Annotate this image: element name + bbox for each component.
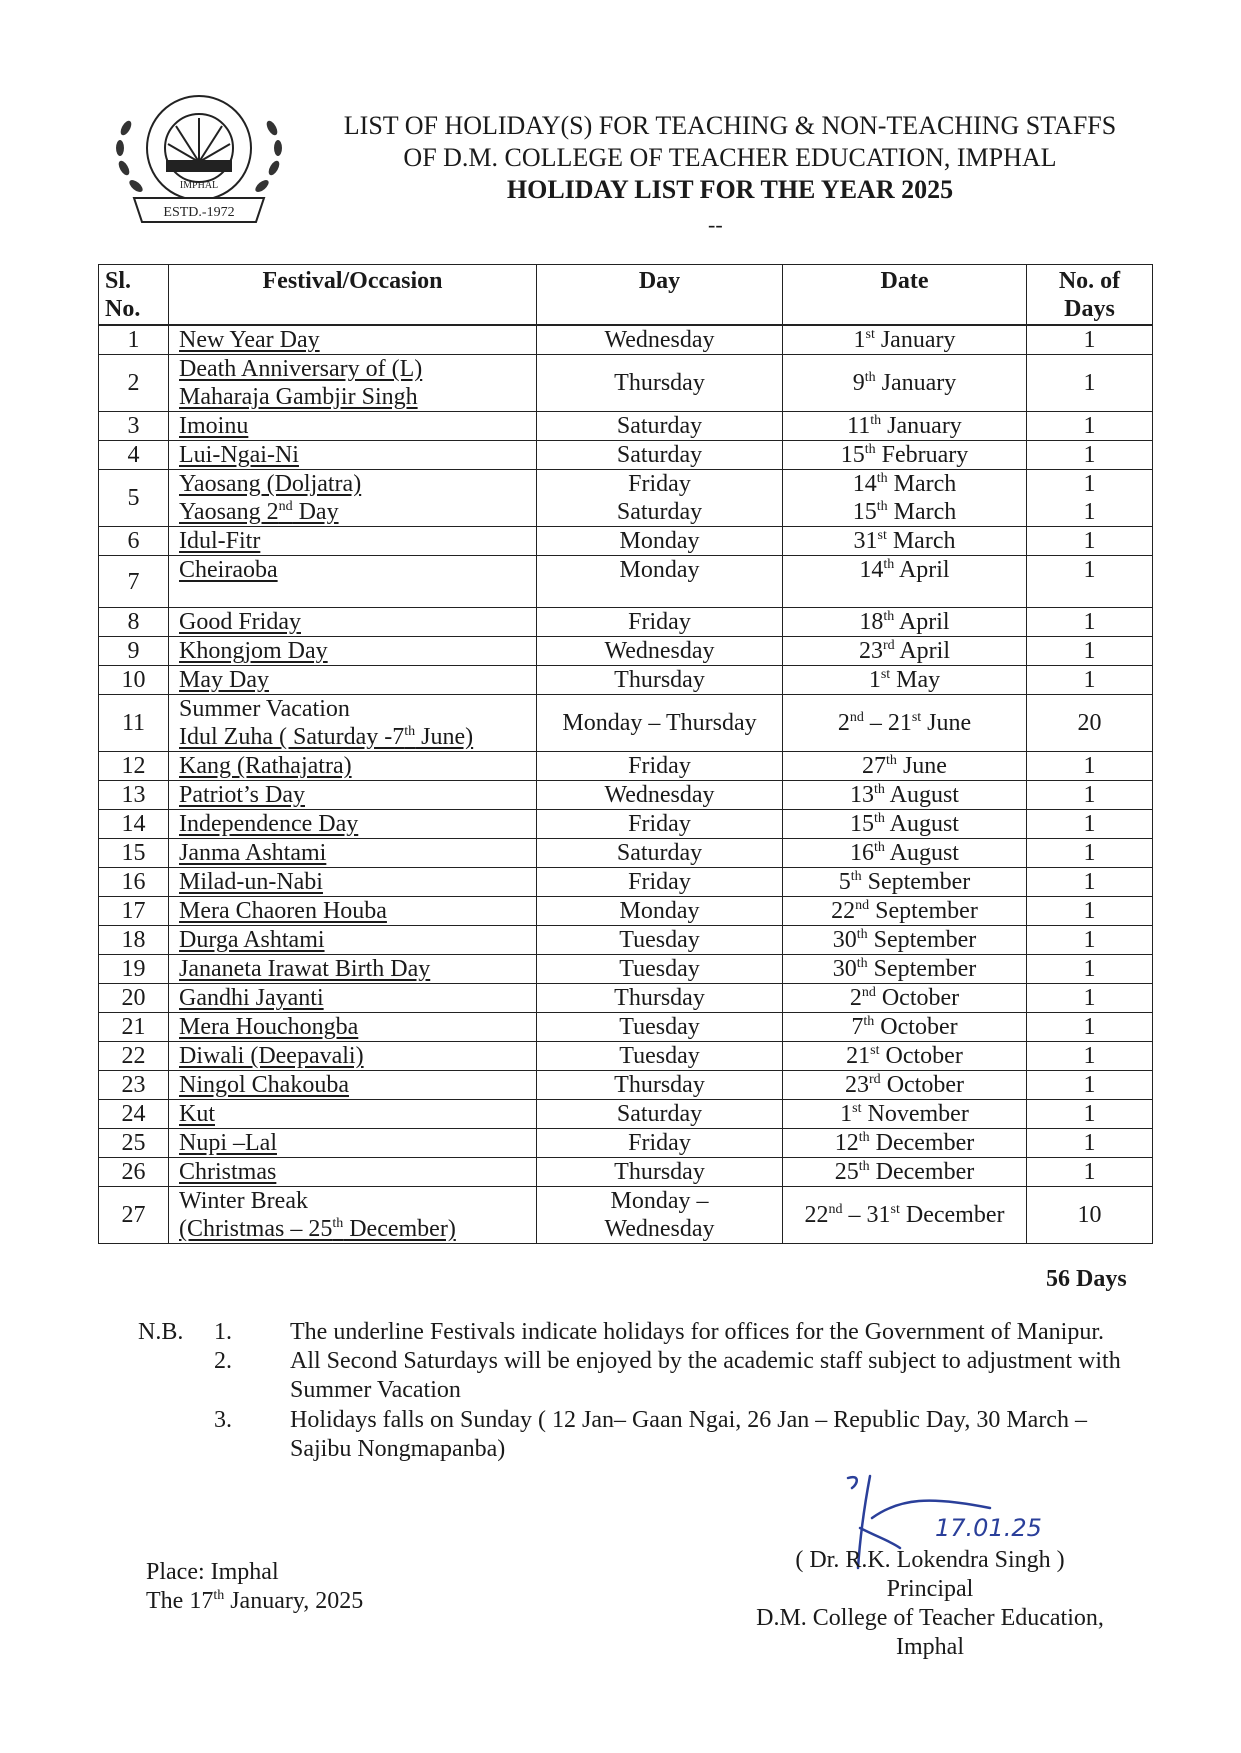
cell-day: Monday	[537, 556, 783, 608]
table-row	[99, 984, 1153, 1013]
cell-days: 1	[1027, 1013, 1153, 1042]
table-row	[99, 868, 1153, 897]
cell-day: Friday Saturday	[537, 470, 783, 527]
cell-days: 1	[1027, 1042, 1153, 1071]
total-days: 56 Days	[1046, 1266, 1127, 1292]
table-row	[99, 752, 1153, 781]
table-row	[99, 926, 1153, 955]
table-row	[99, 326, 1153, 355]
cell-day: Tuesday	[537, 926, 783, 955]
header-days: No. of Days	[1027, 265, 1153, 325]
table-row	[99, 1158, 1153, 1187]
header-sl: Sl. No.	[99, 265, 169, 325]
cell-festival: Summer Vacation Idul Zuha ( Saturday -7th June)	[169, 695, 537, 752]
cell-days: 1	[1027, 781, 1153, 810]
cell-days: 1	[1027, 355, 1153, 412]
note-number: 1.	[214, 1319, 232, 1345]
cell-days: 1	[1027, 984, 1153, 1013]
place-date-block	[146, 1558, 363, 1616]
cell-days: 1	[1027, 752, 1153, 781]
cell-day: Friday	[537, 752, 783, 781]
signatory-city: Imphal	[896, 1634, 964, 1660]
cell-festival: Death Anniversary of (L) Maharaja Gambjir Singh	[169, 355, 537, 412]
cell-date: 18th April	[783, 608, 1027, 637]
cell-date: 22nd – 31st December	[783, 1187, 1027, 1244]
place-text: Place: Imphal	[146, 1559, 279, 1585]
header-dash: --	[708, 212, 723, 237]
cell-sl: 4	[99, 441, 169, 470]
svg-text:17.01.25: 17.01.25	[935, 1514, 1042, 1542]
cell-day: Wednesday	[537, 781, 783, 810]
cell-sl: 12	[99, 752, 169, 781]
cell-day: Tuesday	[537, 1013, 783, 1042]
cell-days: 1	[1027, 666, 1153, 695]
cell-sl: 22	[99, 1042, 169, 1071]
cell-date: 30th September	[783, 955, 1027, 984]
cell-sl: 16	[99, 868, 169, 897]
cell-sl: 1	[99, 326, 169, 355]
note-text: Holidays falls on Sunday ( 12 Jan– Gaan Ngai, 26 Jan – Republic Day, 30 March – Sajibu Nongmapanba)	[290, 1407, 1087, 1462]
cell-day: Thursday	[537, 1071, 783, 1100]
issue-date: The 17th January, 2025	[146, 1588, 364, 1614]
cell-days: 1	[1027, 527, 1153, 556]
cell-sl: 18	[99, 926, 169, 955]
cell-sl: 3	[99, 412, 169, 441]
cell-days: 1	[1027, 441, 1153, 470]
table-row	[99, 470, 1153, 527]
holiday-table	[98, 264, 1153, 325]
cell-date: 1st January	[783, 326, 1027, 355]
cell-sl: 11	[99, 695, 169, 752]
cell-day: Monday	[537, 897, 783, 926]
cell-sl: 24	[99, 1100, 169, 1129]
cell-day: Thursday	[537, 984, 783, 1013]
table-row	[99, 1013, 1153, 1042]
table-row	[99, 556, 1153, 608]
cell-day: Thursday	[537, 666, 783, 695]
cell-sl: 8	[99, 608, 169, 637]
table-row	[99, 1042, 1153, 1071]
cell-sl: 5	[99, 470, 169, 527]
cell-festival: Idul-Fitr	[169, 527, 537, 556]
cell-festival: Independence Day	[169, 810, 537, 839]
cell-sl: 23	[99, 1071, 169, 1100]
table-row	[99, 441, 1153, 470]
cell-days: 1	[1027, 1071, 1153, 1100]
cell-date: 1st November	[783, 1100, 1027, 1129]
cell-festival: Patriot’s Day	[169, 781, 537, 810]
cell-day: Thursday	[537, 1158, 783, 1187]
cell-festival: Khongjom Day	[169, 637, 537, 666]
cell-days: 1	[1027, 810, 1153, 839]
document-header	[300, 110, 1160, 206]
cell-days: 1	[1027, 868, 1153, 897]
cell-date: 15th August	[783, 810, 1027, 839]
cell-day: Wednesday	[537, 326, 783, 355]
cell-date: 15th February	[783, 441, 1027, 470]
table-row	[99, 1071, 1153, 1100]
holiday-table-wrap	[98, 264, 1152, 1244]
cell-sl: 7	[99, 556, 169, 608]
cell-date: 5th September	[783, 868, 1027, 897]
cell-days: 1	[1027, 1158, 1153, 1187]
header-festival: Festival/Occasion	[169, 265, 537, 325]
cell-sl: 6	[99, 527, 169, 556]
table-row	[99, 527, 1153, 556]
table-row	[99, 1129, 1153, 1158]
cell-sl: 10	[99, 666, 169, 695]
table-row	[99, 637, 1153, 666]
cell-day: Saturday	[537, 1100, 783, 1129]
table-row	[99, 781, 1153, 810]
cell-sl: 14	[99, 810, 169, 839]
table-row	[99, 810, 1153, 839]
cell-date: 23rd October	[783, 1071, 1027, 1100]
table-row	[99, 608, 1153, 637]
svg-text:IMPHAL: IMPHAL	[179, 180, 219, 191]
cell-days: 1	[1027, 897, 1153, 926]
notes-label: N.B.	[138, 1319, 184, 1345]
cell-date: 2nd – 21st June	[783, 695, 1027, 752]
cell-day: Friday	[537, 868, 783, 897]
note-text: All Second Saturdays will be enjoyed by the academic staff subject to adjustment with Summer Vacation	[290, 1348, 1121, 1403]
cell-day: Monday – Thursday	[537, 695, 783, 752]
table-row	[99, 955, 1153, 984]
cell-day: Monday – Wednesday	[537, 1187, 783, 1244]
cell-days: 1	[1027, 412, 1153, 441]
cell-festival: Imoinu	[169, 412, 537, 441]
cell-festival: Janma Ashtami	[169, 839, 537, 868]
cell-sl: 25	[99, 1129, 169, 1158]
cell-day: Thursday	[537, 355, 783, 412]
cell-date: 31st March	[783, 527, 1027, 556]
svg-text:ESTD.-1972: ESTD.-1972	[163, 205, 235, 220]
cell-days: 10	[1027, 1187, 1153, 1244]
cell-day: Friday	[537, 608, 783, 637]
cell-festival: Kang (Rathajatra)	[169, 752, 537, 781]
cell-festival: Nupi –Lal	[169, 1129, 537, 1158]
cell-sl: 20	[99, 984, 169, 1013]
cell-festival: Jananeta Irawat Birth Day	[169, 955, 537, 984]
cell-days: 1	[1027, 608, 1153, 637]
cell-days: 1 1	[1027, 470, 1153, 527]
cell-festival: Lui-Ngai-Ni	[169, 441, 537, 470]
college-logo	[104, 88, 294, 238]
cell-day: Saturday	[537, 412, 783, 441]
cell-sl: 27	[99, 1187, 169, 1244]
cell-date: 11th January	[783, 412, 1027, 441]
cell-festival: Gandhi Jayanti	[169, 984, 537, 1013]
table-row	[99, 355, 1153, 412]
cell-day: Friday	[537, 1129, 783, 1158]
cell-date: 16th August	[783, 839, 1027, 868]
cell-sl: 26	[99, 1158, 169, 1187]
cell-days: 1	[1027, 556, 1153, 608]
cell-days: 1	[1027, 637, 1153, 666]
cell-days: 1	[1027, 326, 1153, 355]
cell-days: 1	[1027, 1129, 1153, 1158]
holiday-rows	[98, 325, 1153, 1244]
cell-days: 1	[1027, 839, 1153, 868]
signature-block	[740, 1546, 1120, 1662]
cell-date: 30th September	[783, 926, 1027, 955]
table-row	[99, 839, 1153, 868]
cell-sl: 2	[99, 355, 169, 412]
cell-days: 1	[1027, 955, 1153, 984]
header-title: HOLIDAY LIST FOR THE YEAR 2025	[506, 175, 954, 204]
cell-sl: 15	[99, 839, 169, 868]
cell-festival: Christmas	[169, 1158, 537, 1187]
cell-date: 22nd September	[783, 897, 1027, 926]
cell-festival: May Day	[169, 666, 537, 695]
signatory-name: ( Dr. R.K. Lokendra Singh )	[795, 1547, 1065, 1573]
cell-sl: 19	[99, 955, 169, 984]
cell-days: 20	[1027, 695, 1153, 752]
cell-day: Tuesday	[537, 955, 783, 984]
note-number: 2.	[214, 1348, 232, 1374]
cell-festival: New Year Day	[169, 326, 537, 355]
cell-sl: 9	[99, 637, 169, 666]
cell-festival: Kut	[169, 1100, 537, 1129]
header-line-2: OF D.M. COLLEGE OF TEACHER EDUCATION, IMPHAL	[403, 143, 1057, 172]
signatory-org: D.M. College of Teacher Education,	[756, 1605, 1104, 1631]
table-row	[99, 412, 1153, 441]
cell-days: 1	[1027, 1100, 1153, 1129]
cell-festival: Good Friday	[169, 608, 537, 637]
cell-date: 9th January	[783, 355, 1027, 412]
cell-day: Monday	[537, 527, 783, 556]
cell-festival: Yaosang (Doljatra) Yaosang 2nd Day	[169, 470, 537, 527]
cell-date: 21st October	[783, 1042, 1027, 1071]
header-date: Date	[783, 265, 1027, 325]
cell-festival: Cheiraoba	[169, 556, 537, 608]
cell-date: 12th December	[783, 1129, 1027, 1158]
cell-festival: Ningol Chakouba	[169, 1071, 537, 1100]
cell-date: 14th April	[783, 556, 1027, 608]
table-header-row	[99, 265, 1153, 325]
cell-day: Friday	[537, 810, 783, 839]
header-day: Day	[537, 265, 783, 325]
cell-date: 2nd October	[783, 984, 1027, 1013]
cell-festival: Mera Chaoren Houba	[169, 897, 537, 926]
table-row	[99, 1187, 1153, 1244]
header-line-1: LIST OF HOLIDAY(S) FOR TEACHING & NON-TEACHING STAFFS	[343, 111, 1117, 140]
cell-day: Saturday	[537, 839, 783, 868]
cell-date: 14th March 15th March	[783, 470, 1027, 527]
table-row	[99, 1100, 1153, 1129]
cell-festival: Diwali (Deepavali)	[169, 1042, 537, 1071]
cell-day: Wednesday	[537, 637, 783, 666]
note-number: 3.	[214, 1407, 232, 1433]
cell-date: 13th August	[783, 781, 1027, 810]
cell-sl: 17	[99, 897, 169, 926]
cell-festival: Mera Houchongba	[169, 1013, 537, 1042]
table-row	[99, 695, 1153, 752]
cell-festival: Durga Ashtami	[169, 926, 537, 955]
cell-date: 23rd April	[783, 637, 1027, 666]
note-text: The underline Festivals indicate holidays for offices for the Government of Manipur.	[290, 1319, 1105, 1345]
cell-date: 1st May	[783, 666, 1027, 695]
cell-day: Tuesday	[537, 1042, 783, 1071]
table-row	[99, 897, 1153, 926]
cell-festival: Milad-un-Nabi	[169, 868, 537, 897]
cell-day: Saturday	[537, 441, 783, 470]
cell-date: 27th June	[783, 752, 1027, 781]
signatory-title: Principal	[886, 1576, 974, 1602]
cell-festival: Winter Break (Christmas – 25th December)	[169, 1187, 537, 1244]
cell-date: 25th December	[783, 1158, 1027, 1187]
cell-date: 7th October	[783, 1013, 1027, 1042]
cell-days: 1	[1027, 926, 1153, 955]
table-row	[99, 666, 1153, 695]
cell-sl: 13	[99, 781, 169, 810]
cell-sl: 21	[99, 1013, 169, 1042]
